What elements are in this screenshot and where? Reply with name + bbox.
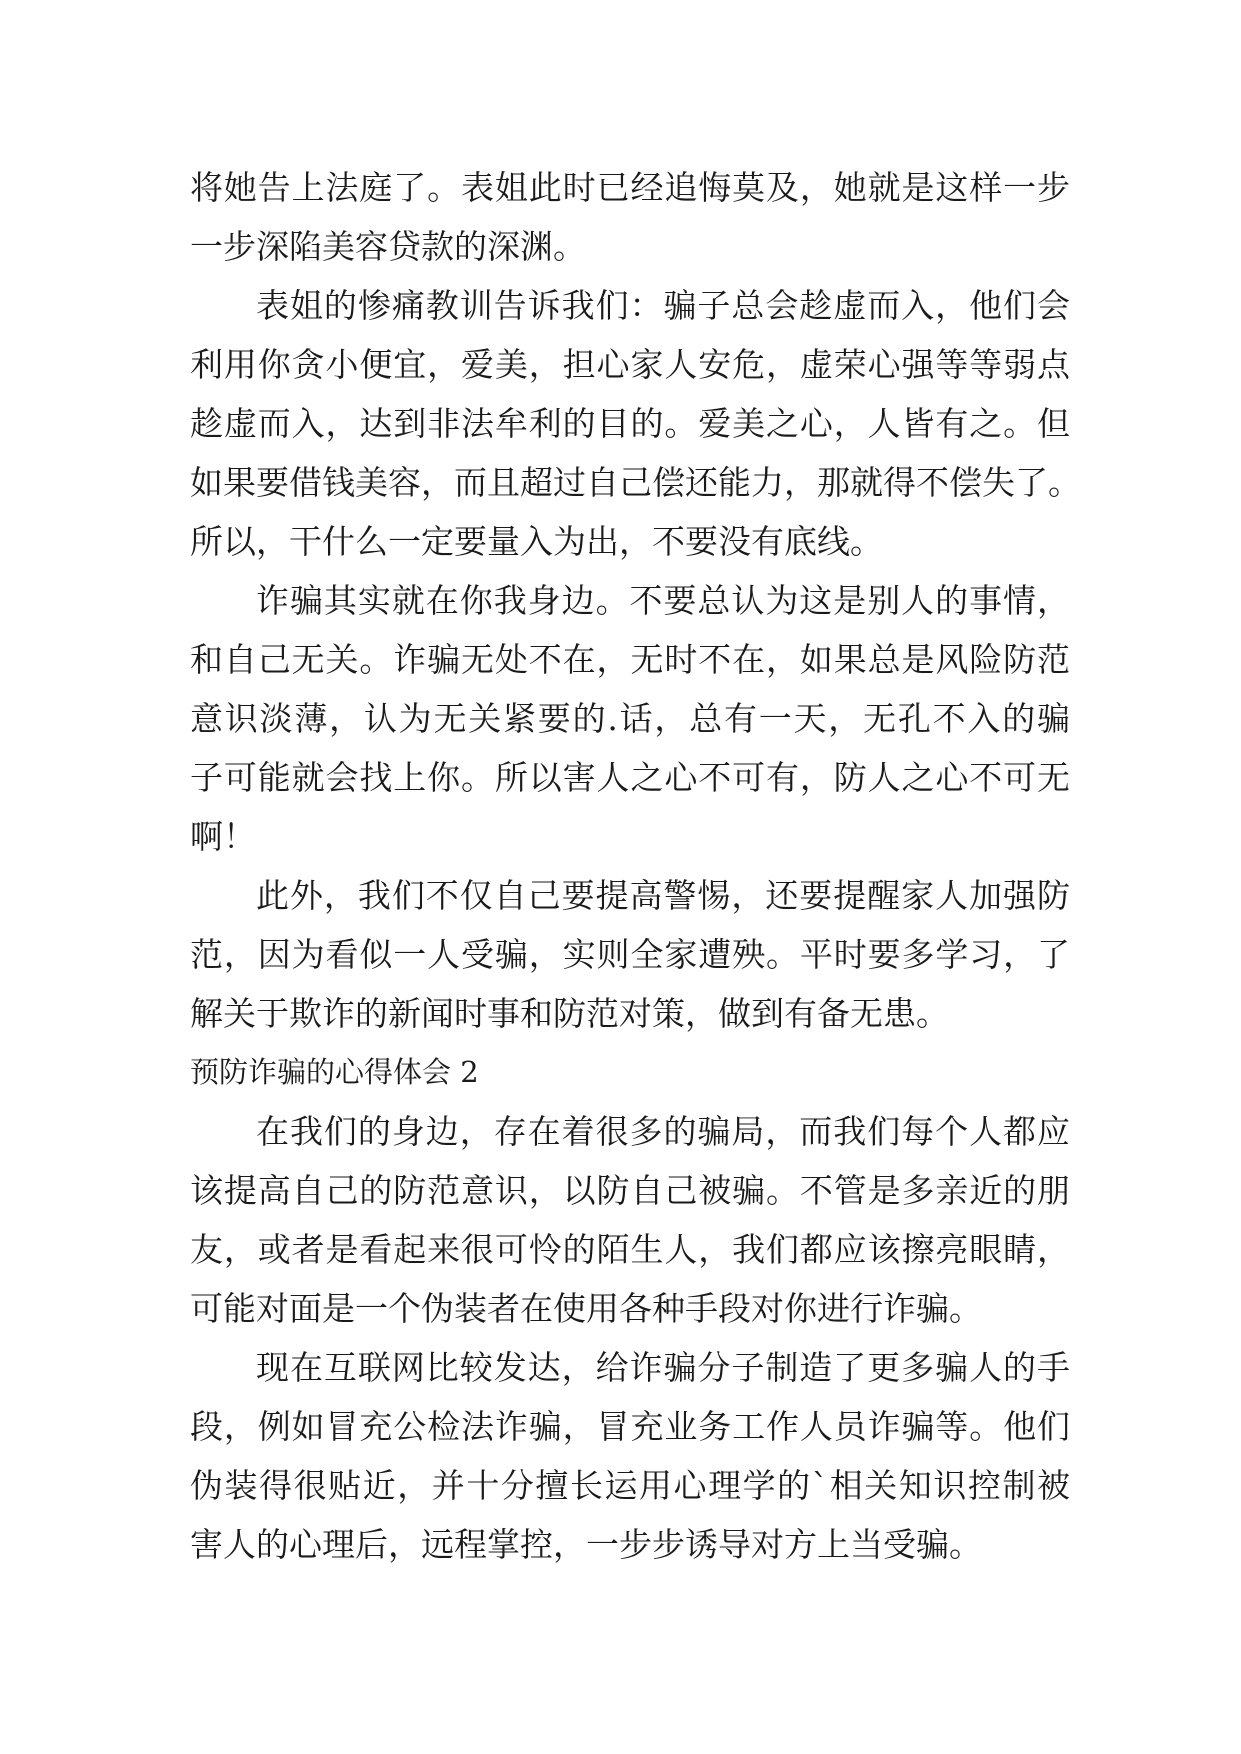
text-line: 趁虚而入，达到非法牟利的目的。爱美之心，人皆有之。但 bbox=[190, 404, 1070, 443]
text-line: 意识淡薄，认为无关紧要的.话，总有一天，无孔不入的骗 bbox=[190, 699, 1070, 738]
paragraph-2 bbox=[190, 276, 1081, 571]
text-line: 将她告上法庭了。表姐此时已经追悔莫及，她就是这样一步 bbox=[190, 168, 1070, 207]
text-line: 在我们的身边，存在着很多的骗局，而我们每个人都应 bbox=[256, 1112, 1070, 1151]
text-line: 所以，干什么一定要量入为出，不要没有底线。 bbox=[190, 522, 883, 561]
section-paragraph-2 bbox=[190, 1338, 1070, 1574]
text-line: 诈骗其实就在你我身边。不要总认为这是别人的事情， bbox=[256, 581, 1070, 620]
paragraph-1 bbox=[190, 158, 1070, 276]
text-line: 解关于欺诈的新闻时事和防范对策，做到有备无患。 bbox=[190, 994, 949, 1033]
text-line: 如果要借钱美容，而且超过自己偿还能力，那就得不偿失了。 bbox=[190, 463, 1081, 502]
text-line: 利用你贪小便宜，爱美，担心家人安危，虚荣心强等等弱点 bbox=[190, 345, 1070, 384]
paragraph-3 bbox=[190, 571, 1070, 866]
text-line: 现在互联网比较发达，给诈骗分子制造了更多骗人的手 bbox=[256, 1348, 1070, 1387]
text-line: 友，或者是看起来很可怜的陌生人，我们都应该擦亮眼睛， bbox=[190, 1230, 1070, 1269]
document-body bbox=[190, 158, 1081, 1574]
text-line: 此外，我们不仅自己要提高警惕，还要提醒家人加强防 bbox=[256, 876, 1070, 915]
text-line: 可能对面是一个伪装者在使用各种手段对你进行诈骗。 bbox=[190, 1289, 982, 1328]
text-line: 段，例如冒充公检法诈骗，冒充业务工作人员诈骗等。他们 bbox=[190, 1407, 1070, 1446]
text-line: 表姐的惨痛教训告诉我们：骗子总会趁虚而入，他们会 bbox=[256, 286, 1070, 325]
text-line: 啊！ bbox=[190, 817, 256, 856]
text-line: 伪装得很贴近，并十分擅长运用心理学的`相关知识控制被 bbox=[190, 1466, 1070, 1505]
text-line: 范，因为看似一人受骗，实则全家遭殃。平时要多学习，了 bbox=[190, 935, 1070, 974]
paragraph-4 bbox=[190, 866, 1070, 1043]
text-line: 一步深陷美容贷款的深渊。 bbox=[190, 227, 586, 266]
text-line: 该提高自己的防范意识，以防自己被骗。不管是多亲近的朋 bbox=[190, 1171, 1070, 1210]
section-paragraph-1 bbox=[190, 1102, 1070, 1338]
text-line: 子可能就会找上你。所以害人之心不可有，防人之心不可无 bbox=[190, 758, 1070, 797]
text-line: 害人的心理后，远程掌控，一步步诱导对方上当受骗。 bbox=[190, 1525, 982, 1564]
section-title: 预防诈骗的心得体会 2 bbox=[190, 1055, 479, 1089]
text-line: 和自己无关。诈骗无处不在，无时不在，如果总是风险防范 bbox=[190, 640, 1070, 679]
